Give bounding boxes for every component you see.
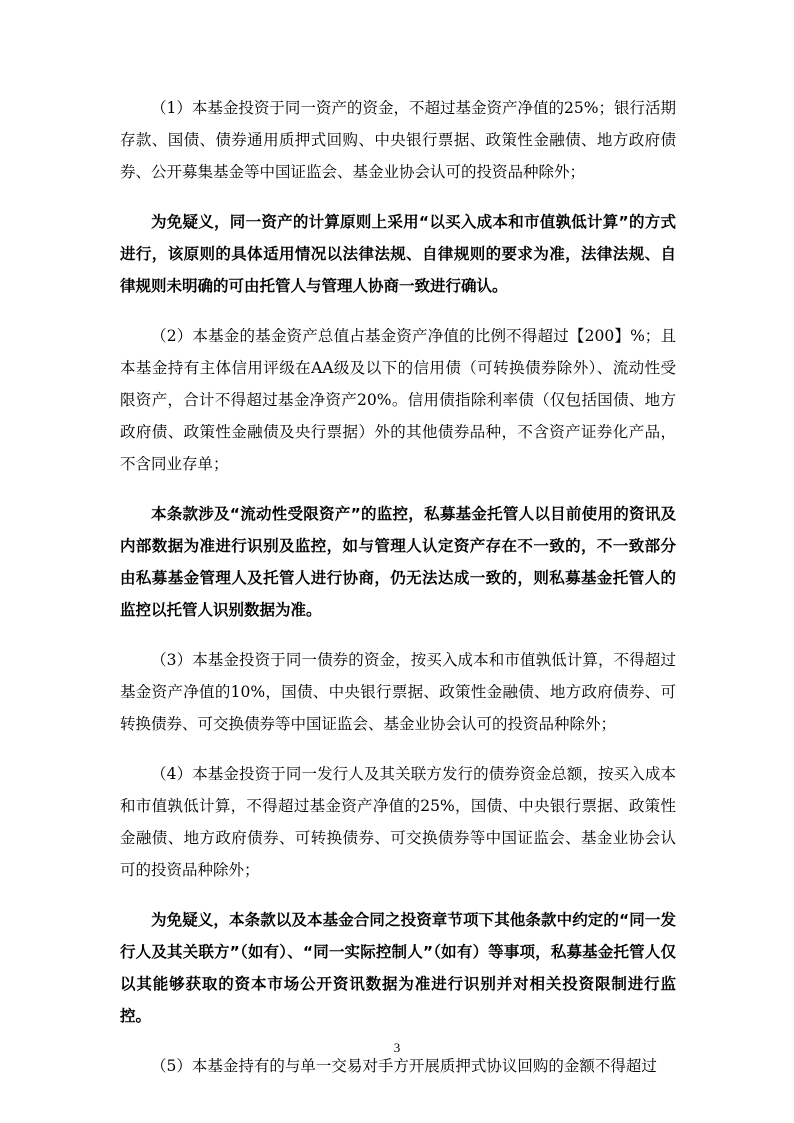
- page-number: 3: [393, 1040, 401, 1055]
- paragraph-note-clause-1: 为免疑义，同一资产的计算原则上采用“以买入成本和市值孰低计算”的方式进行，该原则的具体适用情况以法律法规、自律规则的要求为准，法律法规、自律规则未明确的可由托管人与管理人协商一致进行确认。: [120, 213, 676, 295]
- document-body: [120, 92, 676, 1100]
- paragraph-clause-4: （4）本基金投资于同一发行人及其关联方发行的债券资金总额，按买入成本和市值孰低计算，不得超过基金资产净值的25%，国债、中央银行票据、政策性金融债、地方政府债券、可转换债券、可交换债券等中国证监会、基金业协会认可的投资品种除外；: [120, 765, 676, 879]
- paragraph-note-clause-4: 为免疑义，本条款以及本基金合同之投资章节项下其他条款中约定的“同一发行人及其关联方”（如有）、“同一实际控制人”（如有）等事项，私募基金托管人仅以其能够获取的资本市场公开资讯数据为准进行识别并对相关投资限制进行监控。: [120, 911, 676, 1025]
- paragraph-clause-2: （2）本基金的基金资产总值占基金资产净值的比例不得超过【200】%；且本基金持有主体信用评级在AA级及以下的信用债（可转换债券除外）、流动性受限资产，合计不得超过基金净资产20%。信用债指除利率债（仅包括国债、地方政府债、政策性金融债及央行票据）外的其他债券品种，不含资产证券化产品，不含同业存单；: [120, 327, 676, 473]
- paragraph-clause-5: （5）本基金持有的与单一交易对手方开展质押式协议回购的金额不得超过: [151, 1057, 657, 1075]
- paragraph-clause-1: （1）本基金投资于同一资产的资金，不超过基金资产净值的25%；银行活期存款、国债、债券通用质押式回购、中央银行票据、政策性金融债、地方政府债券、公开募集基金等中国证监会、基金业协会认可的投资品种除外；: [120, 99, 676, 181]
- paragraph-note-clause-2: 本条款涉及“流动性受限资产”的监控，私募基金托管人以目前使用的资讯及内部数据为准进行识别及监控，如与管理人认定资产存在不一致的，不一致部分由私募基金管理人及托管人进行协商，仍无法达成一致的，则私募基金托管人的监控以托管人识别数据为准。: [120, 505, 676, 619]
- paragraph-clause-3: （3）本基金投资于同一债券的资金，按买入成本和市值孰低计算，不得超过基金资产净值的10%，国债、中央银行票据、政策性金融债、地方政府债券、可转换债券、可交换债券等中国证监会、基金业协会认可的投资品种除外；: [120, 651, 676, 733]
